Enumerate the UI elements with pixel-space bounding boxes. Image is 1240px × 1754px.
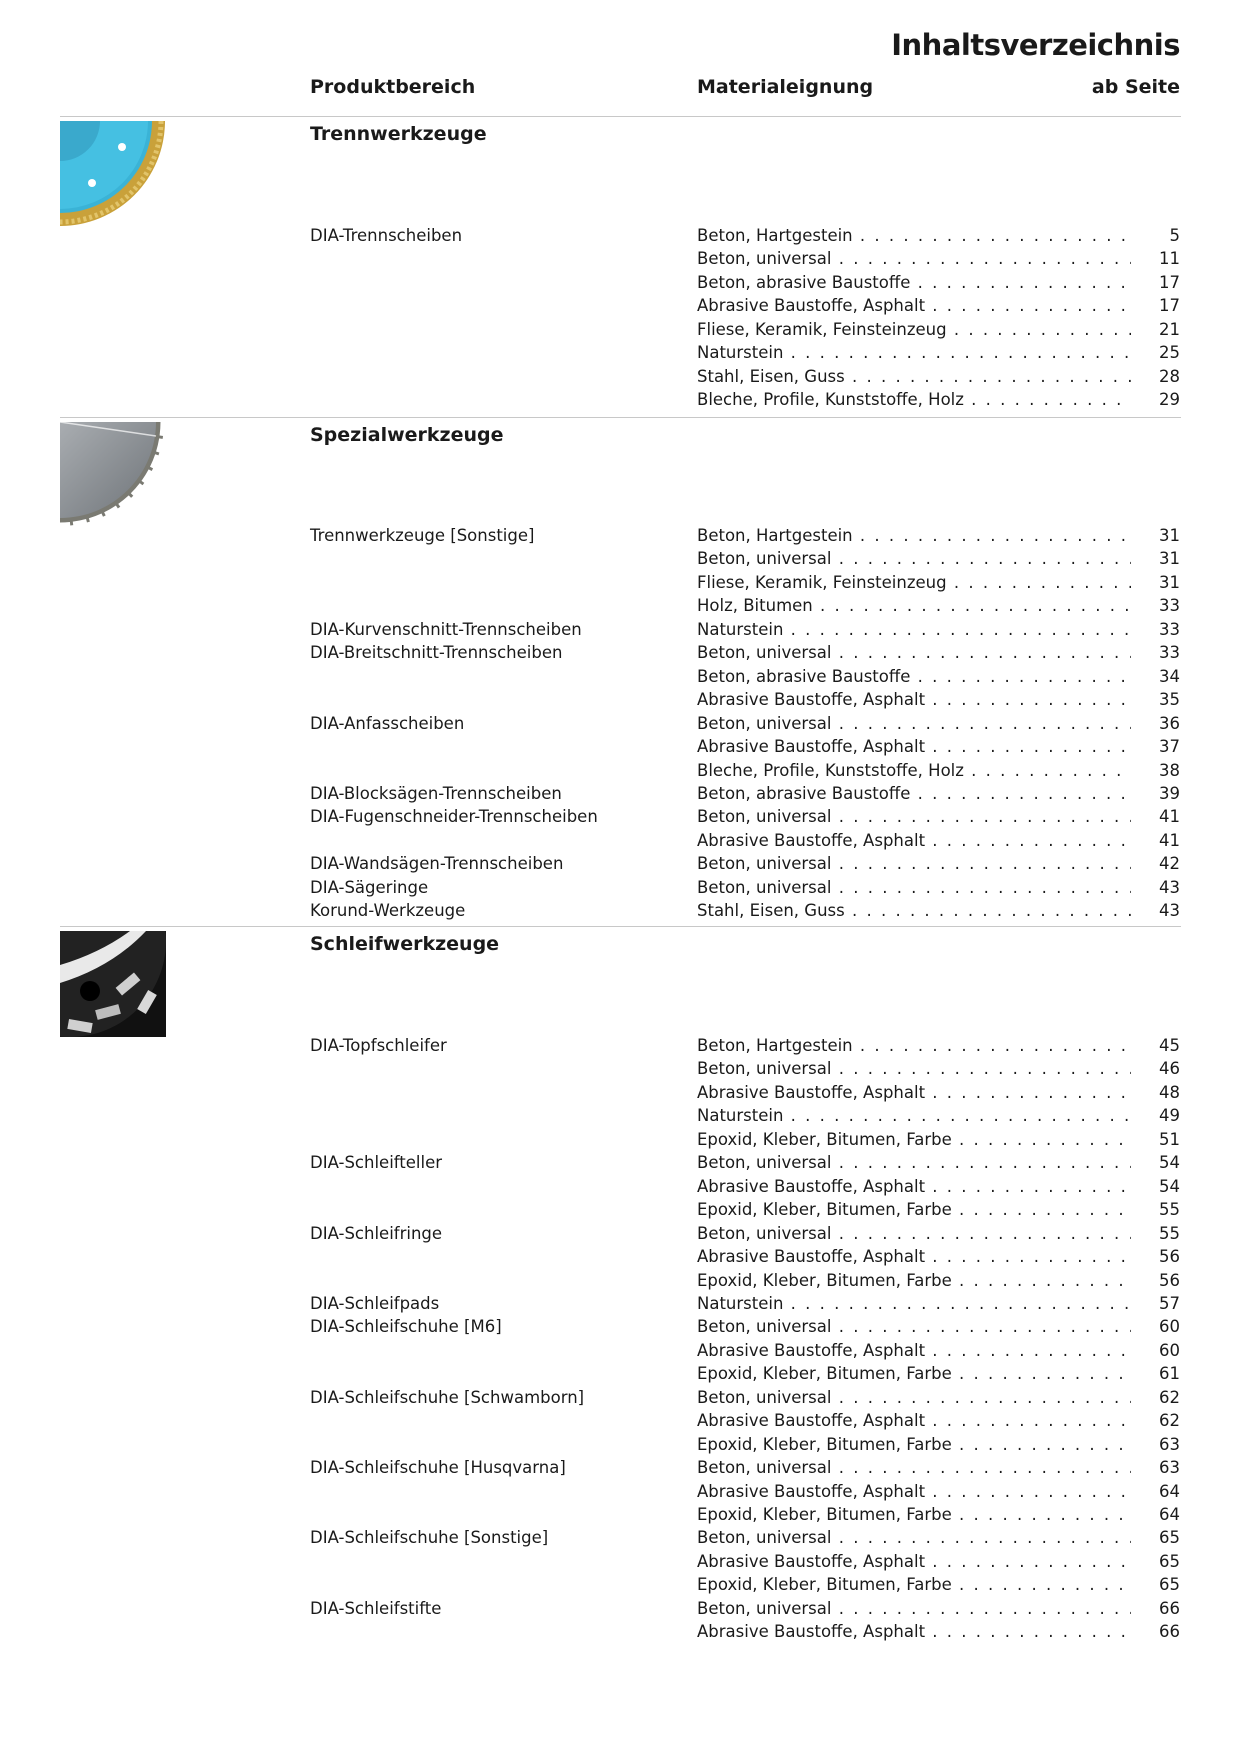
black-cup-grinding-wheel-thumbnail [60, 931, 166, 1037]
list-item [0, 1362, 1240, 1386]
list-item [0, 294, 1240, 318]
list-item [0, 782, 1240, 806]
list-item [0, 1057, 1240, 1081]
list-item [0, 1292, 1240, 1316]
page-number: 63 [1159, 1458, 1180, 1478]
material-suitability: Abrasive Baustoffe, Asphalt . . . [697, 1480, 1131, 1504]
product-name: DIA-Wandsägen-Trennscheiben [310, 854, 564, 874]
page-number: 63 [1159, 1434, 1180, 1454]
page-number: 33 [1159, 596, 1180, 616]
product-name: DIA-Anfasscheiben [310, 713, 465, 733]
list-item [0, 1034, 1240, 1058]
page-number: 61 [1159, 1364, 1180, 1384]
material-suitability: Abrasive Baustoffe, Asphalt . . . [697, 1175, 1131, 1199]
material-suitability: Beton, universal . . . [697, 1151, 1131, 1175]
product-name: DIA-Schleifteller [310, 1153, 443, 1173]
page-number: 41 [1159, 807, 1180, 827]
page-number: 31 [1159, 572, 1180, 592]
product-name: DIA-Schleifpads [310, 1293, 440, 1313]
material-suitability: Beton, Hartgestein . . . [697, 224, 1131, 248]
material-suitability: Epoxid, Kleber, Bitumen, Farbe . . . [697, 1573, 1131, 1597]
page-number: 29 [1159, 390, 1180, 410]
page-number: 41 [1159, 830, 1180, 850]
page-number: 37 [1159, 737, 1180, 757]
page-number: 5 [1169, 226, 1180, 245]
page-number: 62 [1159, 1411, 1180, 1431]
material-suitability: Beton, universal . . . [697, 1315, 1131, 1339]
list-item [0, 1175, 1240, 1199]
page-number: 25 [1159, 343, 1180, 363]
material-suitability: Beton, universal . . . [697, 1222, 1131, 1246]
page-number: 57 [1159, 1293, 1180, 1313]
page-number: 60 [1159, 1317, 1180, 1337]
page-number: 66 [1159, 1622, 1180, 1642]
material-suitability: Abrasive Baustoffe, Asphalt . . . [697, 294, 1131, 318]
page-number: 62 [1159, 1387, 1180, 1407]
blue-turbo-cutting-disc-thumbnail [60, 121, 166, 227]
material-suitability: Bleche, Profile, Kunststoffe, Holz . . . [697, 759, 1131, 783]
list-item [0, 318, 1240, 342]
page-number: 64 [1159, 1481, 1180, 1501]
list-item [0, 571, 1240, 595]
material-suitability: Beton, abrasive Baustoffe . . . [697, 665, 1131, 689]
page-number: 45 [1159, 1036, 1180, 1055]
column-header-material: Materialeignung [697, 76, 874, 98]
page-number: 55 [1159, 1200, 1180, 1220]
material-suitability: Beton, Hartgestein . . . [697, 524, 1131, 548]
page-number: 36 [1159, 713, 1180, 733]
page-number: 49 [1159, 1106, 1180, 1126]
page-title: Inhaltsverzeichnis [891, 28, 1180, 62]
product-name: DIA-Schleifschuhe [M6] [310, 1317, 502, 1337]
product-name: DIA-Kurvenschnitt-Trennscheiben [310, 619, 582, 639]
material-suitability: Beton, universal . . . [697, 876, 1131, 900]
product-name: DIA-Sägeringe [310, 877, 429, 897]
page-number: 31 [1159, 526, 1180, 545]
page-number: 17 [1159, 272, 1180, 292]
list-item [0, 712, 1240, 736]
list-item [0, 1245, 1240, 1269]
page-number: 65 [1159, 1575, 1180, 1595]
list-item [0, 1526, 1240, 1550]
list-item [0, 852, 1240, 876]
column-header-product: Produktbereich [310, 76, 476, 98]
list-item [0, 1315, 1240, 1339]
list-item [0, 1503, 1240, 1527]
page-number: 35 [1159, 690, 1180, 710]
list-item [0, 1269, 1240, 1293]
list-item [0, 524, 1240, 548]
silver-segmented-saw-blade-thumbnail [60, 422, 166, 528]
page-number: 39 [1159, 783, 1180, 803]
product-name: DIA-Schleifschuhe [Sonstige] [310, 1528, 549, 1548]
material-suitability: Epoxid, Kleber, Bitumen, Farbe . . . [697, 1128, 1131, 1152]
list-item [0, 271, 1240, 295]
material-suitability: Beton, universal . . . [697, 547, 1131, 571]
page-number: 43 [1159, 877, 1180, 897]
page-number: 56 [1159, 1247, 1180, 1267]
list-item [0, 1128, 1240, 1152]
page-number: 43 [1159, 901, 1180, 921]
page-number: 42 [1159, 854, 1180, 874]
list-item [0, 876, 1240, 900]
page-number: 11 [1159, 249, 1180, 269]
page-number: 56 [1159, 1270, 1180, 1290]
material-suitability: Naturstein . . . [697, 1104, 1131, 1128]
section-divider [60, 417, 1181, 418]
list-item [0, 735, 1240, 759]
page-number: 65 [1159, 1528, 1180, 1548]
page-number: 33 [1159, 643, 1180, 663]
material-suitability: Abrasive Baustoffe, Asphalt . . . [697, 1620, 1131, 1644]
product-name: DIA-Topfschleifer [310, 1036, 447, 1055]
material-suitability: Beton, Hartgestein . . . [697, 1034, 1131, 1058]
material-suitability: Holz, Bitumen . . . [697, 594, 1131, 618]
product-name: DIA-Breitschnitt-Trennscheiben [310, 643, 563, 663]
page-number: 17 [1159, 296, 1180, 316]
list-item [0, 641, 1240, 665]
material-suitability: Abrasive Baustoffe, Asphalt . . . [697, 1081, 1131, 1105]
material-suitability: Abrasive Baustoffe, Asphalt . . . [697, 1409, 1131, 1433]
material-suitability: Abrasive Baustoffe, Asphalt . . . [697, 1339, 1131, 1363]
page-number: 31 [1159, 549, 1180, 569]
list-item [0, 688, 1240, 712]
list-item [0, 547, 1240, 571]
page-number: 66 [1159, 1598, 1180, 1618]
list-item [0, 594, 1240, 618]
list-item [0, 224, 1240, 248]
list-item [0, 1480, 1240, 1504]
section-title-trennwerkzeuge: Trennwerkzeuge [310, 123, 487, 145]
list-item [0, 1573, 1240, 1597]
list-item [0, 829, 1240, 853]
list-item [0, 1104, 1240, 1128]
list-item [0, 1386, 1240, 1410]
product-name: Trennwerkzeuge [Sonstige] [310, 526, 535, 545]
product-name: DIA-Schleifstifte [310, 1598, 442, 1618]
material-suitability: Beton, universal . . . [697, 641, 1131, 665]
material-suitability: Fliese, Keramik, Feinsteinzeug . . . [697, 318, 1131, 342]
page-number: 33 [1159, 619, 1180, 639]
material-suitability: Bleche, Profile, Kunststoffe, Holz . . . [697, 388, 1131, 412]
material-suitability: Abrasive Baustoffe, Asphalt . . . [697, 735, 1131, 759]
list-item [0, 247, 1240, 271]
material-suitability: Epoxid, Kleber, Bitumen, Farbe . . . [697, 1269, 1131, 1293]
list-item [0, 1456, 1240, 1480]
page-number: 51 [1159, 1129, 1180, 1149]
product-name: DIA-Schleifringe [310, 1223, 443, 1243]
list-item [0, 1151, 1240, 1175]
material-suitability: Beton, abrasive Baustoffe . . . [697, 271, 1131, 295]
material-suitability: Naturstein . . . [697, 1292, 1131, 1316]
material-suitability: Abrasive Baustoffe, Asphalt . . . [697, 688, 1131, 712]
column-header-page: ab Seite [1091, 76, 1180, 98]
material-suitability: Naturstein . . . [697, 341, 1131, 365]
product-name: Korund-Werkzeuge [310, 901, 466, 921]
material-suitability: Abrasive Baustoffe, Asphalt . . . [697, 1245, 1131, 1269]
page-number: 65 [1159, 1551, 1180, 1571]
page-number: 38 [1159, 760, 1180, 780]
list-item [0, 388, 1240, 412]
material-suitability: Beton, universal . . . [697, 1597, 1131, 1621]
page-number: 54 [1159, 1153, 1180, 1173]
list-item [0, 805, 1240, 829]
header-divider [60, 116, 1181, 117]
material-suitability: Epoxid, Kleber, Bitumen, Farbe . . . [697, 1433, 1131, 1457]
page-number: 54 [1159, 1176, 1180, 1196]
section-title-schleifwerkzeuge: Schleifwerkzeuge [310, 933, 500, 955]
list-item [0, 1597, 1240, 1621]
material-suitability: Abrasive Baustoffe, Asphalt . . . [697, 1550, 1131, 1574]
page-number: 46 [1159, 1059, 1180, 1079]
material-suitability: Beton, universal . . . [697, 712, 1131, 736]
material-suitability: Epoxid, Kleber, Bitumen, Farbe . . . [697, 1362, 1131, 1386]
page-number: 64 [1159, 1505, 1180, 1524]
list-item [0, 618, 1240, 642]
page-number: 48 [1159, 1082, 1180, 1102]
list-item [0, 341, 1240, 365]
list-item [0, 1409, 1240, 1433]
material-suitability: Beton, universal . . . [697, 247, 1131, 271]
material-suitability: Stahl, Eisen, Guss . . . [697, 365, 1131, 389]
material-suitability: Abrasive Baustoffe, Asphalt . . . [697, 829, 1131, 853]
material-suitability: Beton, universal . . . [697, 852, 1131, 876]
material-suitability: Beton, universal . . . [697, 1057, 1131, 1081]
list-item [0, 1433, 1240, 1457]
page-number: 21 [1159, 319, 1180, 339]
page-number: 55 [1159, 1223, 1180, 1243]
list-item [0, 365, 1240, 389]
material-suitability: Beton, abrasive Baustoffe . . . [697, 782, 1131, 806]
page-number: 34 [1159, 666, 1180, 686]
list-item [0, 1081, 1240, 1105]
list-item [0, 1198, 1240, 1222]
material-suitability: Beton, universal . . . [697, 1386, 1131, 1410]
material-suitability: Stahl, Eisen, Guss . . . [697, 899, 1131, 923]
page-number: 60 [1159, 1340, 1180, 1360]
material-suitability: Beton, universal . . . [697, 805, 1131, 829]
material-suitability: Beton, universal . . . [697, 1526, 1131, 1550]
list-item [0, 899, 1240, 923]
section-divider [60, 926, 1181, 927]
list-item [0, 665, 1240, 689]
material-suitability: Fliese, Keramik, Feinsteinzeug . . . [697, 571, 1131, 595]
product-name: DIA-Schleifschuhe [Schwamborn] [310, 1387, 585, 1407]
section-title-spezialwerkzeuge: Spezialwerkzeuge [310, 424, 504, 446]
product-name: DIA-Schleifschuhe [Husqvarna] [310, 1458, 566, 1478]
material-suitability: Epoxid, Kleber, Bitumen, Farbe . . . [697, 1198, 1131, 1222]
material-suitability: Beton, universal . . . [697, 1456, 1131, 1480]
page-number: 28 [1159, 366, 1180, 386]
list-item [0, 1550, 1240, 1574]
list-item [0, 1339, 1240, 1363]
material-suitability: Epoxid, Kleber, Bitumen, Farbe . . . [697, 1503, 1131, 1527]
list-item [0, 1222, 1240, 1246]
product-name: DIA-Blocksägen-Trennscheiben [310, 783, 562, 803]
product-name: DIA-Fugenschneider-Trennscheiben [310, 807, 598, 827]
product-name: DIA-Trennscheiben [310, 226, 463, 245]
list-item [0, 1620, 1240, 1644]
list-item [0, 759, 1240, 783]
material-suitability: Naturstein . . . [697, 618, 1131, 642]
